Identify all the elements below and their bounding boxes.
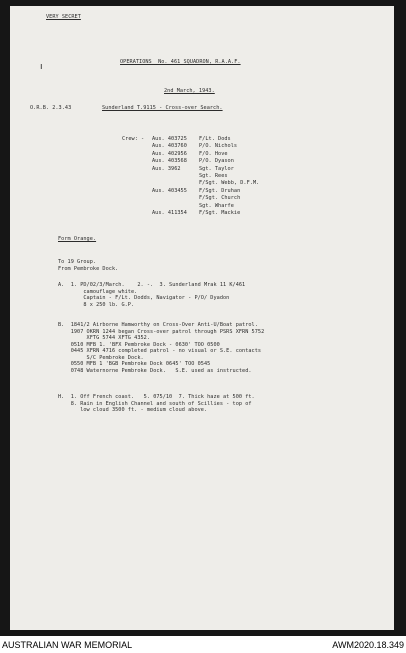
section-b-line: 1907 OKRN 1244 began Cross-over patrol through PSRS XFRN 5752	[58, 328, 265, 335]
footer-institution: AUSTRALIAN WAR MEMORIAL	[2, 640, 133, 650]
form-heading: Form Orange.	[58, 236, 97, 242]
section-a-line: camouflage white.	[58, 288, 138, 295]
section-a-line: 8 x 250 lb. G.P.	[58, 301, 135, 308]
crew-label: Crew: -	[122, 136, 145, 142]
crew-row: Aus. 403760 P/O. Nichols	[152, 143, 238, 150]
crew-row: Aus. 3962 Sgt. Taylor	[152, 165, 234, 172]
crew-row: F/Sgt. Webb, D.F.M.	[199, 180, 260, 187]
section-b-line: 0445 XFRN 4716 completed patrol - no visual or S.E. contacts	[58, 348, 262, 354]
crew-row: Aus. 411354 F/Sgt. Mackie	[152, 209, 241, 216]
section-b-line: XFTG 5744 XFTG 4352.	[58, 335, 151, 341]
crew-row: Aus. 402956 F/O. Hove	[152, 150, 228, 157]
section-h-line: low cloud 3500 ft. - medium cloud above.	[58, 407, 208, 413]
document-title: OPERATIONS No. 461 SQUADRON, R.A.A.F.	[120, 59, 241, 65]
crew-list	[152, 136, 342, 217]
ink-mark: ı	[40, 62, 43, 72]
orb-reference: O.R.B. 2.3.43	[30, 105, 72, 111]
section-b-line: S/C Pembroke Dock.	[58, 354, 144, 361]
crew-row: Sgt. Wharfe	[199, 202, 234, 209]
section-b-line: B. 1841/2 Airborne Hamworthy on Cross-Over Anti-U/Boat patrol.	[58, 322, 258, 328]
section-h-line: 8. Rain in English Channel and south of Scillies - top of	[58, 400, 252, 407]
footer-accession-number: AWM2020.18.349	[332, 640, 404, 650]
operation-subject: Sunderland T.9115 - Cross-over Search.	[102, 105, 223, 111]
crew-row: Aus. 403568 P/O. Dyason	[152, 158, 234, 165]
typed-document-page	[10, 6, 394, 630]
section-b-line: 0550 MFB 1 'BGB Pembroke Dock 0645' TOO 0545	[58, 361, 211, 367]
message-to: To 19 Group.	[58, 259, 97, 265]
classification-stamp: VERY SECRET	[46, 14, 81, 20]
message-from: From Pembroke Dock.	[58, 266, 119, 272]
crew-row: Aus. 403725 F/Lt. Dods	[152, 136, 231, 142]
section-b-line: 0510 MFB 1. 'BFX Pembroke Dock - 0630' TOO 0500	[58, 341, 220, 348]
section-h-line: H. 1. Off French coast. 5. 075/10 7. Thick haze at 500 ft.	[58, 394, 255, 400]
crew-row: F/Sgt. Church	[199, 195, 241, 202]
section-a-line: Captain - F/Lt. Dodds, Navigator - P/O/ Dyadon	[58, 295, 230, 301]
section-a-line: A. 1. PD/02/3/March. 2. -. 3. Sunderland Mrak 11 K/461	[58, 282, 246, 288]
section-b-line: 0748 Waternorne Pembroke Dock. S.E. used as instructed.	[58, 367, 252, 374]
document-date: 2nd March, 1943.	[164, 88, 215, 94]
crew-row: Aus. 403455 F/Sgt. Druhan	[152, 187, 241, 194]
footer-bar	[0, 636, 406, 653]
crew-row: Sgt. Rees	[199, 172, 228, 179]
